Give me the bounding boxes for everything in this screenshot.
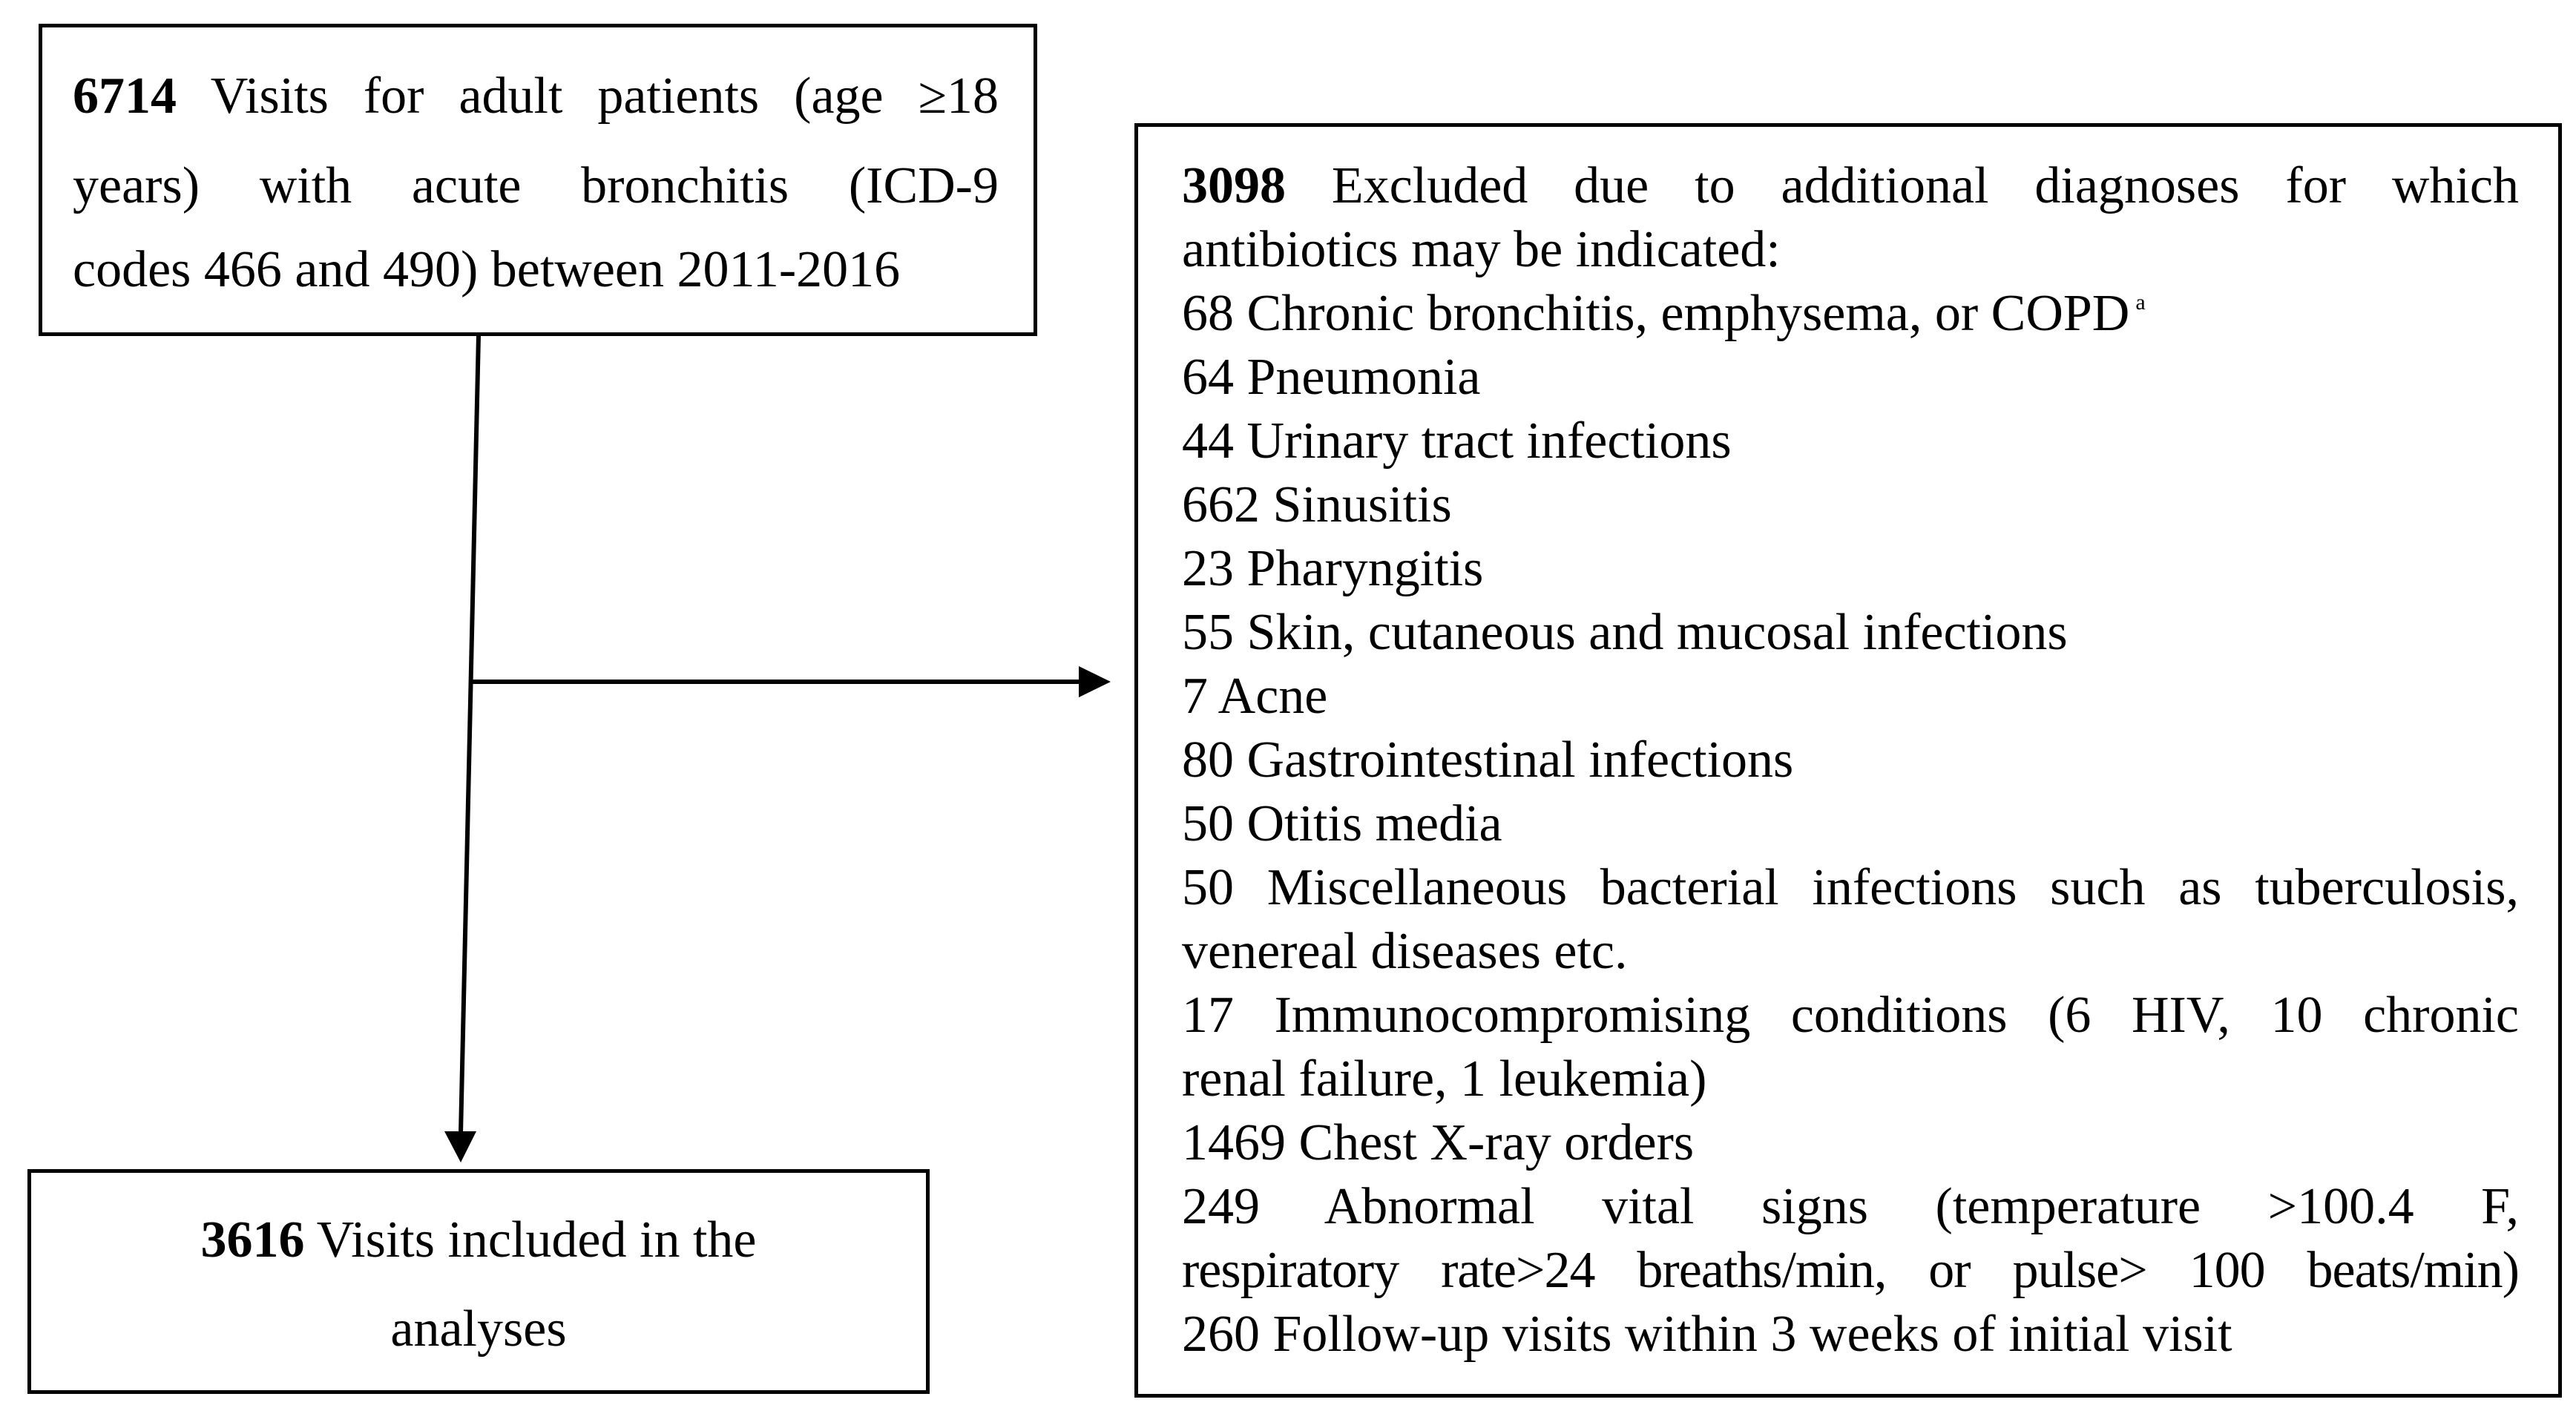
footnote-marker: a: [2135, 290, 2146, 315]
exclusion-item-copd: [1182, 285, 2146, 342]
excluded-count: 3098: [1182, 157, 1286, 214]
start-box-line-3: [73, 241, 999, 298]
exclusion-item-acne: [1182, 668, 1328, 725]
exclusion-item-text: 7 Acne: [1182, 668, 1328, 725]
arrow-right-icon: [1079, 666, 1111, 697]
exclusion-item-skin: [1182, 604, 2068, 661]
start-box-line-1: [73, 68, 999, 125]
exclusion-item-otitis: [1182, 795, 1502, 852]
arrow-down-icon: [444, 1131, 476, 1162]
exclusion-item-vitals-line-1: [1182, 1178, 2519, 1235]
exclusion-item-uti: [1182, 412, 1732, 470]
exclusion-item-text: 662 Sinusitis: [1182, 476, 1452, 533]
included-box-line-1: [31, 1211, 926, 1269]
exclusion-item-vitals-line-2: [1182, 1242, 2519, 1299]
start-box-line-2: [73, 157, 999, 214]
exclusion-item-text: 17 Immunocompromising conditions (6 HIV, 10 chronic: [1182, 987, 2519, 1044]
included-box-text-2: analyses: [390, 1300, 567, 1358]
exclusion-item-text: respiratory rate>24 breaths/min, or pulse> 100 beats/min): [1182, 1242, 2519, 1299]
exclusion-item-text: venereal diseases etc.: [1182, 923, 1628, 980]
excluded-header-text-1: Excluded due to additional diagnoses for which: [1331, 157, 2519, 214]
exclusion-item-text: 64 Pneumonia: [1182, 349, 1481, 406]
exclusion-item-text: 44 Urinary tract infections: [1182, 412, 1732, 470]
exclusion-item-misc-line-2: [1182, 923, 1628, 980]
included-box-text-1: Visits included in the: [316, 1211, 757, 1269]
exclusion-item-text: 260 Follow-up visits within 3 weeks of initial visit: [1182, 1306, 2232, 1363]
included-count: 3616: [200, 1211, 305, 1269]
exclusion-item-immuno-line-2: [1182, 1050, 1707, 1108]
main-flow-line: [461, 335, 479, 1134]
exclusion-item-text: 68 Chronic bronchitis, emphysema, or COPD: [1182, 285, 2130, 342]
exclusion-item-text: renal failure, 1 leukemia): [1182, 1050, 1707, 1108]
exclusion-item-sinusitis: [1182, 476, 1452, 533]
exclusion-item-pharyngitis: [1182, 540, 1484, 597]
exclusion-item-text: 1469 Chest X-ray orders: [1182, 1114, 1695, 1171]
exclusion-item-pneumonia: [1182, 349, 1481, 406]
exclusion-item-gi: [1182, 731, 1794, 789]
start-box-text-2: years) with acute bronchitis (ICD-9: [73, 157, 999, 214]
exclusion-item-immuno-line-1: [1182, 987, 2519, 1044]
exclusion-item-text: 50 Miscellaneous bacterial infections such as tuberculosis,: [1182, 859, 2519, 916]
included-box: [27, 1169, 930, 1394]
exclusion-item-text: 55 Skin, cutaneous and mucosal infections: [1182, 604, 2068, 661]
excluded-header-line-2: [1182, 221, 1781, 278]
start-box-text-3: codes 466 and 490) between 2011-2016: [73, 241, 901, 298]
start-count: 6714: [73, 68, 177, 125]
start-box-text-1: Visits for adult patients (age ≥18: [210, 68, 999, 125]
excluded-header-line-1: [1182, 157, 2519, 214]
excluded-header-text-2: antibiotics may be indicated:: [1182, 221, 1781, 278]
exclusion-item-xray: [1182, 1114, 1695, 1171]
exclusion-item-text: 23 Pharyngitis: [1182, 540, 1484, 597]
exclusion-item-misc-line-1: [1182, 859, 2519, 916]
exclusion-item-text: 249 Abnormal vital signs (temperature >100.4 F,: [1182, 1178, 2519, 1235]
exclusion-item-text: 50 Otitis media: [1182, 795, 1502, 852]
included-box-line-2: [31, 1300, 926, 1358]
exclusion-item-text: 80 Gastrointestinal infections: [1182, 731, 1794, 789]
exclusion-item-followup: [1182, 1306, 2232, 1363]
